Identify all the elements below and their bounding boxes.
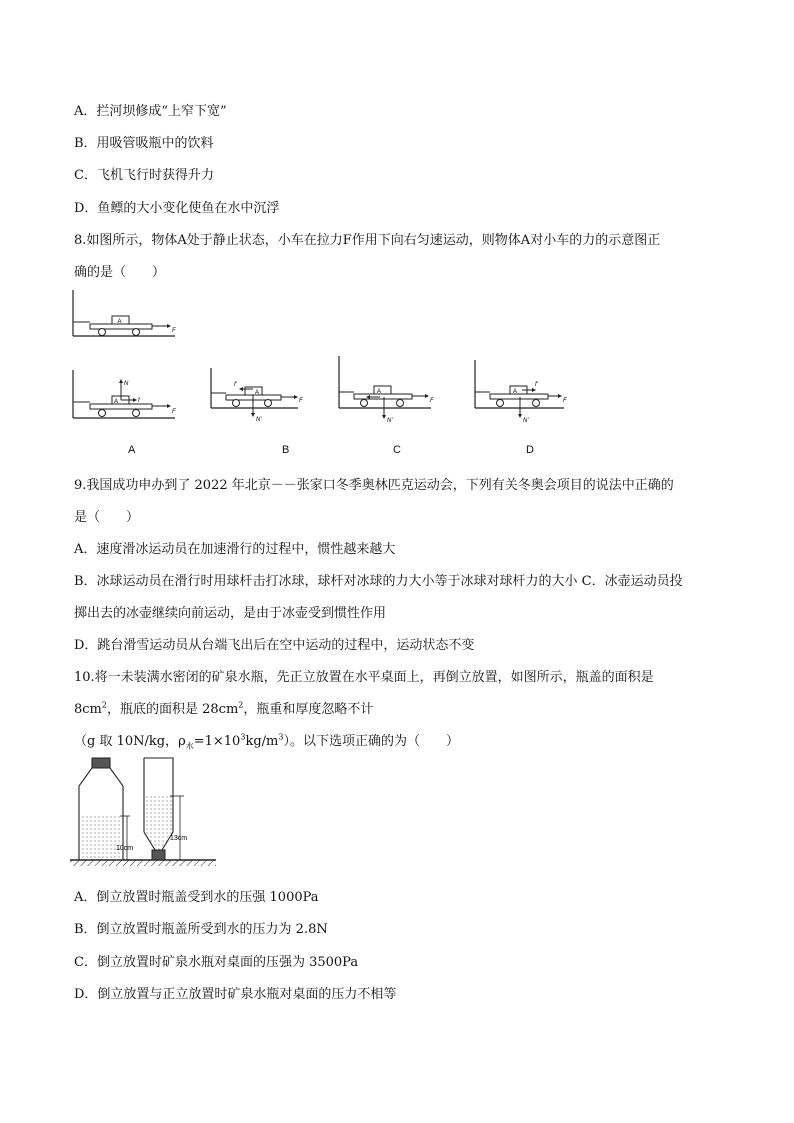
q8-d-force-label: F (563, 398, 567, 404)
q10-stem-line3 (74, 730, 459, 752)
q8-main-block-label: A (117, 319, 122, 325)
q10-rho-value: =1×10 (193, 734, 241, 749)
q10-height-upright: 10cm (116, 845, 134, 852)
q8-c-block-label: A (377, 389, 382, 395)
q8-a-normal-label: N (124, 381, 129, 387)
q8-choice-label-d: D (526, 444, 534, 456)
q10-bottles-figure (70, 756, 220, 872)
q8-figure-c (336, 356, 441, 426)
q8-b-normal-label: N' (256, 417, 262, 423)
q10-g-value: （g 取 10N/kg，ρ (74, 734, 186, 749)
q8-b-friction-label: f' (234, 382, 237, 388)
q8-c-normal-label: N' (387, 418, 393, 424)
q8-choice-label-c: C (393, 444, 401, 456)
q10-stem-end: ）。以下选项正确的为（ ） (283, 734, 459, 749)
q8-stem-line2: 确的是（ ） (74, 265, 166, 280)
q8-a-friction-label: f (138, 398, 140, 404)
q9-stem-line1: 9.我国成功申办到了 2022 年北京－－张家口冬季奥林匹克运动会，下列有关冬奥会项目的说法中正确的 (74, 478, 674, 493)
q8-choice-label-a: A (128, 444, 136, 456)
q8-b-block-label: A (255, 390, 260, 396)
q10-rho-unit-exp: 3 (278, 732, 284, 742)
q9-option-d: D．跳台滑雪运动员从台端飞出后在空中运动的过程中，运动状态不变 (74, 638, 475, 653)
q10-rho-exp: 3 (240, 732, 246, 742)
q8-figure-b (208, 368, 308, 428)
q10-rho-unit: kg/m (245, 734, 279, 749)
q8-choice-label-b: B (282, 444, 290, 456)
q7-option-d: D．鱼鳔的大小变化使鱼在水中沉浮 (74, 201, 280, 216)
q8-d-block-label: A (513, 389, 518, 395)
q9-option-b-line1: B．冰球运动员在滑行时用球杆击打冰球，球杆对冰球的力大小等于冰球对球杆力的大小 C．冰壶运动员投 (74, 574, 683, 589)
q10-option-c: C．倒立放置时矿泉水瓶对桌面的压强为 3500Pa (74, 955, 359, 970)
q9-option-a: A．速度滑冰运动员在加速滑行的过程中，惯性越来越大 (74, 542, 396, 557)
q9-stem-line2: 是（ ） (74, 510, 140, 525)
q10-cap-area: 8cm (74, 702, 102, 717)
q7-option-c: C．飞机飞行时获得升力 (74, 168, 214, 183)
q8-stem-line1: 8.如图所示，物体A处于静止状态，小车在拉力F作用下向右匀速运动，则物体A对小车的力的示意图正 (74, 233, 661, 248)
q8-main-force-label: F (172, 328, 176, 334)
q10-rho-subscript: 水 (185, 741, 194, 751)
q10-stem-line2 (74, 698, 373, 717)
q10-bottom-area-sq: 2 (238, 700, 244, 710)
q8-figure-a (70, 370, 180, 422)
q10-option-b: B．倒立放置时瓶盖所受到水的压力为 2.8N (74, 922, 328, 937)
q8-figure-d (472, 360, 577, 426)
q7-option-b: B．用吸管吸瓶中的饮料 (74, 136, 214, 151)
q8-a-force-label: F (172, 409, 176, 415)
q10-height-inverted: 13cm (170, 835, 188, 842)
q8-a-block-label: A (114, 399, 119, 405)
q8-b-force-label: F (299, 398, 303, 404)
q9-option-b-line2: 掷出去的冰壶继续向前运动，是由于冰壶受到惯性作用 (74, 606, 387, 621)
q8-main-figure (70, 290, 180, 340)
q7-option-a: A．拦河坝修成“上窄下宽” (74, 104, 227, 119)
q8-d-friction-label: f' (535, 382, 538, 388)
q10-option-a: A．倒立放置时瓶盖受到水的压强 1000Pa (74, 890, 319, 905)
q10-option-d: D．倒立放置与正立放置时矿泉水瓶对桌面的压力不相等 (74, 987, 397, 1002)
q10-stem-line1: 10.将一未装满水密闭的矿泉水瓶，先正立放置在水平桌面上，再倒立放置，如图所示，瓶盖的面积是 (74, 670, 654, 685)
q10-bottom-area: ，瓶底的面积是 28cm (106, 702, 239, 717)
q10-cap-area-sq: 2 (101, 700, 107, 710)
q8-d-normal-label: N' (523, 418, 529, 424)
q8-c-force-label: F (430, 398, 434, 404)
q10-stem-note: ，瓶重和厚度忽略不计 (243, 702, 374, 717)
